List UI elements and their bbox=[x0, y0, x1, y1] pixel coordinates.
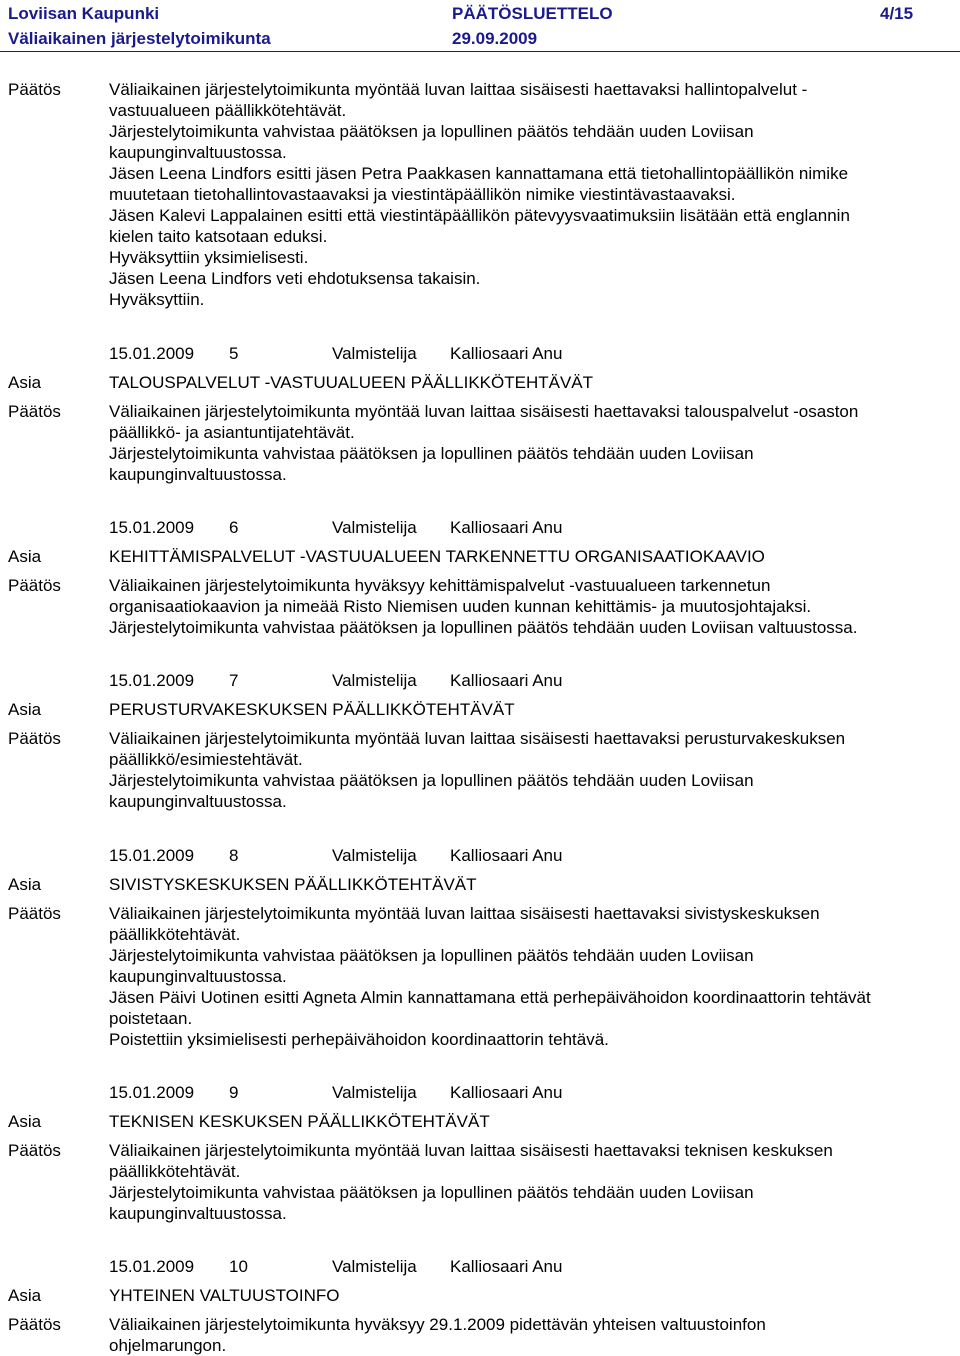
item-role: Valmistelija bbox=[332, 344, 417, 363]
text-line: Jäsen Leena Lindfors esitti jäsen Petra Paakkasen kannattamana että tietohallintopäällikön nimike bbox=[109, 164, 849, 183]
item-role: Valmistelija bbox=[332, 1083, 417, 1102]
text-line: päällikkötehtävät. bbox=[109, 1162, 241, 1181]
item-title: SIVISTYSKESKUKSEN PÄÄLLIKKÖTEHTÄVÄT bbox=[109, 875, 477, 894]
body-name: Väliaikainen järjestelytoimikunta bbox=[8, 29, 271, 48]
text-line: kielen taito katsotaan eduksi. bbox=[109, 227, 328, 246]
decision-label: Päätös bbox=[8, 904, 61, 923]
text-line: Järjestelytoimikunta vahvistaa päätöksen ja lopullinen päätös tehdään uuden Loviisan bbox=[109, 946, 754, 965]
item-title: TEKNISEN KESKUKSEN PÄÄLLIKKÖTEHTÄVÄT bbox=[109, 1112, 490, 1131]
item-decision bbox=[109, 728, 949, 812]
item-number: 8 bbox=[229, 846, 239, 865]
text-line: kaupunginvaltuustossa. bbox=[109, 143, 287, 162]
item-title: KEHITTÄMISPALVELUT -VASTUUALUEEN TARKENNETTU ORGANISAATIOKAAVIO bbox=[109, 547, 765, 566]
text-line: kaupunginvaltuustossa. bbox=[109, 792, 287, 811]
text-line: Järjestelytoimikunta vahvistaa päätöksen ja lopullinen päätös tehdään uuden Loviisan bbox=[109, 1183, 754, 1202]
decision-label: Päätös bbox=[8, 80, 61, 99]
text-line: kaupunginvaltuustossa. bbox=[109, 967, 287, 986]
item-decision bbox=[109, 401, 949, 485]
text-line: Hyväksyttiin yksimielisesti. bbox=[109, 248, 309, 267]
item-preparer: Kalliosaari Anu bbox=[450, 846, 563, 865]
item-date: 15.01.2009 bbox=[109, 344, 195, 363]
item-date: 15.01.2009 bbox=[109, 671, 195, 690]
item-role: Valmistelija bbox=[332, 1257, 417, 1276]
text-line: Väliaikainen järjestelytoimikunta myöntää luvan laittaa sisäisesti haettavaksi perusturvakeskuksen bbox=[109, 729, 846, 748]
item-preparer: Kalliosaari Anu bbox=[450, 1083, 563, 1102]
text-line: Väliaikainen järjestelytoimikunta hyväksyy kehittämispalvelut -vastuualueen tarkennetun bbox=[109, 576, 771, 595]
text-line: kaupunginvaltuustossa. bbox=[109, 1204, 287, 1223]
decision-label: Päätös bbox=[8, 402, 61, 421]
case-label: Asia bbox=[8, 875, 42, 894]
decision-label: Päätös bbox=[8, 1141, 61, 1160]
text-line: Järjestelytoimikunta vahvistaa päätöksen ja lopullinen päätös tehdään uuden Loviisan valtuustossa. bbox=[109, 618, 858, 637]
case-label: Asia bbox=[8, 1112, 42, 1131]
item-title: PERUSTURVAKESKUKSEN PÄÄLLIKKÖTEHTÄVÄT bbox=[109, 700, 515, 719]
text-line: vastuualueen päällikkötehtävät. bbox=[109, 101, 347, 120]
text-line: Poistettiin yksimielisesti perhepäivähoidon koordinaattorin tehtävä. bbox=[109, 1030, 609, 1049]
item-role: Valmistelija bbox=[332, 671, 417, 690]
text-line: päällikkö/esimiestehtävät. bbox=[109, 750, 303, 769]
item-role: Valmistelija bbox=[332, 518, 417, 537]
item-number: 7 bbox=[229, 671, 239, 690]
text-line: ohjelmarungon. bbox=[109, 1336, 227, 1355]
document-date: 29.09.2009 bbox=[452, 29, 538, 48]
text-line: Järjestelytoimikunta vahvistaa päätöksen ja lopullinen päätös tehdään uuden Loviisan bbox=[109, 122, 754, 141]
document-type: PÄÄTÖSLUETTELO bbox=[452, 4, 613, 23]
intro-decision bbox=[109, 79, 949, 310]
item-preparer: Kalliosaari Anu bbox=[450, 518, 563, 537]
item-title: YHTEINEN VALTUUSTOINFO bbox=[109, 1286, 340, 1305]
decision-label: Päätös bbox=[8, 1315, 61, 1334]
text-line: päällikkötehtävät. bbox=[109, 925, 241, 944]
text-line: Jäsen Leena Lindfors veti ehdotuksensa takaisin. bbox=[109, 269, 481, 288]
text-line: Hyväksyttiin. bbox=[109, 290, 205, 309]
text-line: päällikkö- ja asiantuntijatehtävät. bbox=[109, 423, 355, 442]
text-line: poistetaan. bbox=[109, 1009, 193, 1028]
case-label: Asia bbox=[8, 1286, 42, 1305]
item-number: 6 bbox=[229, 518, 239, 537]
header-divider bbox=[0, 51, 960, 52]
org-name: Loviisan Kaupunki bbox=[8, 4, 160, 23]
page-number: 4/15 bbox=[880, 4, 914, 23]
text-line: Järjestelytoimikunta vahvistaa päätöksen ja lopullinen päätös tehdään uuden Loviisan bbox=[109, 771, 754, 790]
text-line: Väliaikainen järjestelytoimikunta myöntää luvan laittaa sisäisesti haettavaksi teknisen keskuksen bbox=[109, 1141, 833, 1160]
text-line: Väliaikainen järjestelytoimikunta myöntää luvan laittaa sisäisesti haettavaksi hallintopalvelut - bbox=[109, 80, 808, 99]
item-decision bbox=[109, 903, 949, 1050]
item-title: TALOUSPALVELUT -VASTUUALUEEN PÄÄLLIKKÖTEHTÄVÄT bbox=[109, 373, 594, 392]
decision-label: Päätös bbox=[8, 729, 61, 748]
item-preparer: Kalliosaari Anu bbox=[450, 1257, 563, 1276]
item-number: 10 bbox=[229, 1257, 248, 1276]
item-role: Valmistelija bbox=[332, 846, 417, 865]
item-decision bbox=[109, 575, 949, 638]
item-number: 9 bbox=[229, 1083, 239, 1102]
item-preparer: Kalliosaari Anu bbox=[450, 671, 563, 690]
item-decision bbox=[109, 1314, 949, 1356]
item-date: 15.01.2009 bbox=[109, 1083, 195, 1102]
case-label: Asia bbox=[8, 547, 42, 566]
text-line: muutetaan tietohallintovastaavaksi ja viestintäpäällikön nimike viestintävastaavaksi. bbox=[109, 185, 736, 204]
text-line: Väliaikainen järjestelytoimikunta hyväksyy 29.1.2009 pidettävän yhteisen valtuustoinfon bbox=[109, 1315, 766, 1334]
item-decision bbox=[109, 1140, 949, 1224]
text-line: Jäsen Päivi Uotinen esitti Agneta Almin kannattamana että perhepäivähoidon koordinaattorin tehtävät bbox=[109, 988, 871, 1007]
item-date: 15.01.2009 bbox=[109, 1257, 195, 1276]
text-line: Väliaikainen järjestelytoimikunta myöntää luvan laittaa sisäisesti haettavaksi talouspalvelut -osaston bbox=[109, 402, 859, 421]
text-line: Väliaikainen järjestelytoimikunta myöntää luvan laittaa sisäisesti haettavaksi sivistyskeskuksen bbox=[109, 904, 820, 923]
case-label: Asia bbox=[8, 373, 42, 392]
text-line: organisaatiokaavion ja nimeää Risto Niemisen uuden kunnan kehittämis- ja muutosjohtajaksi. bbox=[109, 597, 812, 616]
text-line: Jäsen Kalevi Lappalainen esitti että viestintäpäällikön pätevyysvaatimuksiin lisätään että englannin bbox=[109, 206, 850, 225]
decision-label: Päätös bbox=[8, 576, 61, 595]
item-date: 15.01.2009 bbox=[109, 846, 195, 865]
text-line: kaupunginvaltuustossa. bbox=[109, 465, 287, 484]
case-label: Asia bbox=[8, 700, 42, 719]
item-preparer: Kalliosaari Anu bbox=[450, 344, 563, 363]
item-date: 15.01.2009 bbox=[109, 518, 195, 537]
text-line: Järjestelytoimikunta vahvistaa päätöksen ja lopullinen päätös tehdään uuden Loviisan bbox=[109, 444, 754, 463]
item-number: 5 bbox=[229, 344, 239, 363]
